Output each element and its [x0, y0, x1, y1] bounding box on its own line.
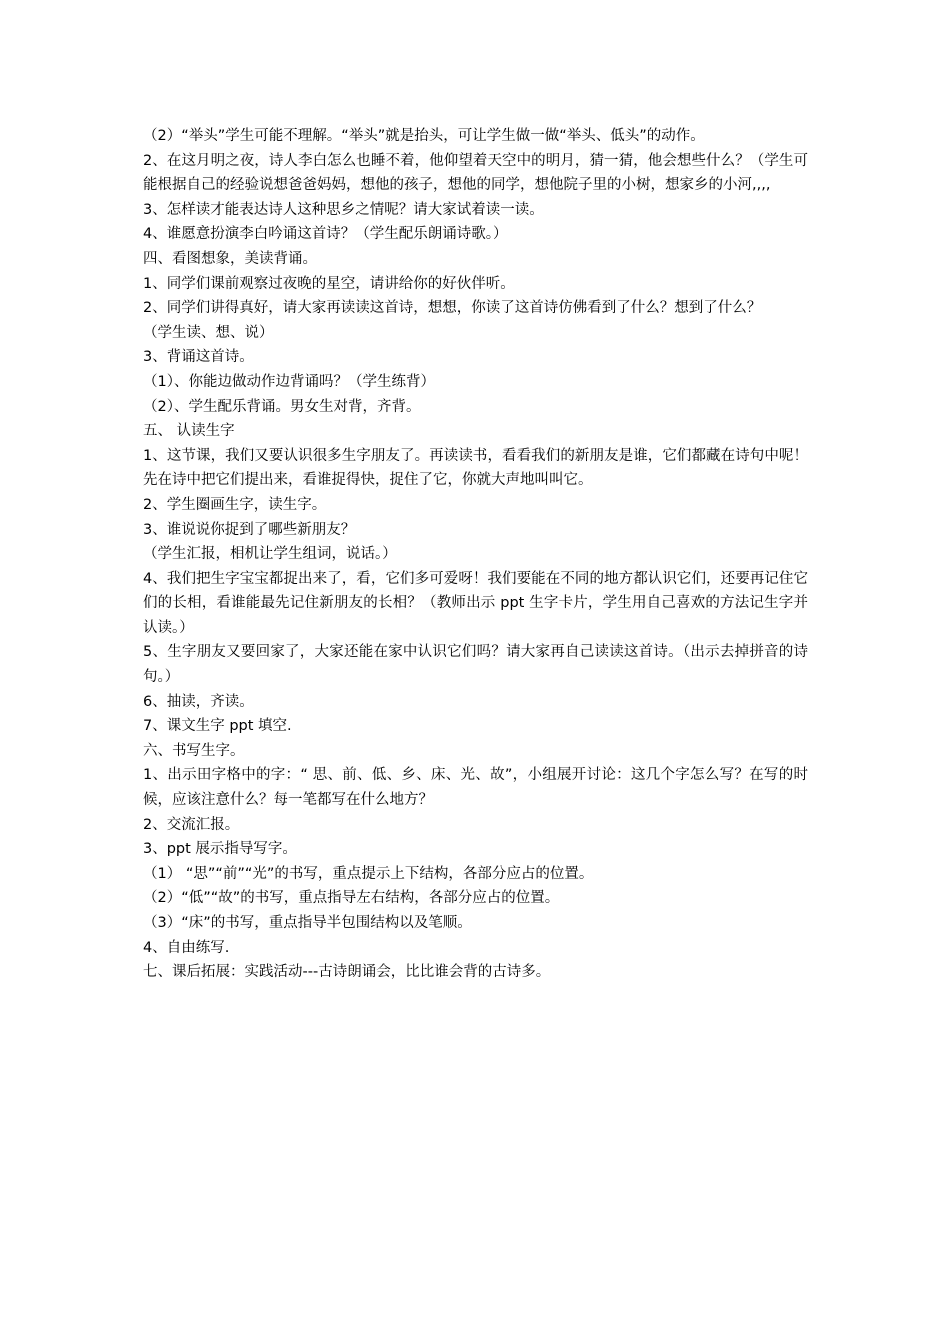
paragraph: 3、ppt 展示指导写字。	[143, 841, 297, 858]
paragraph: 1、这节课，我们又要认识很多生字朋友了。再读读书，看看我们的新朋友是谁，它们都藏在诗句中呢！先在诗中把它们提出来，看谁捉得快，捉住了它，你就大声地叫叫它。	[143, 447, 808, 489]
paragraph: 4、我们把生字宝宝都捉出来了，看，它们多可爱呀！我们要能在不同的地方都认识它们，还要再记住它们的长相，看谁能最先记住新朋友的长相？（教师出示 ppt 生字卡片，学生用自己喜欢的方法记生字并认读。）	[143, 570, 808, 636]
paragraph: 3、怎样读才能表达诗人这种思乡之情呢？请大家试着读一读。	[143, 201, 544, 218]
section-heading: 七、课后拓展：实践活动---古诗朗诵会，比比谁会背的古诗多。	[143, 964, 551, 981]
paragraph: 4、自由练写.	[143, 939, 230, 956]
paragraph: （2）“低”“故”的书写，重点指导左右结构，各部分应占的位置。	[143, 890, 560, 907]
paragraph: 6、抽读，齐读。	[143, 693, 254, 710]
paragraph: （2）、学生配乐背诵。男女生对背，齐背。	[143, 398, 421, 415]
paragraph: 3、谁说说你捉到了哪些新朋友？	[143, 521, 356, 538]
section-heading: 六、书写生字。	[143, 742, 245, 759]
paragraph: 1、同学们课前观察过夜晚的星空，请讲给你的好伙伴听。	[143, 275, 515, 292]
document-body	[143, 124, 808, 985]
paragraph: 3、背诵这首诗。	[143, 349, 254, 366]
paragraph: （1） “思”“前”“光”的书写，重点提示上下结构，各部分应占的位置。	[143, 865, 594, 882]
paragraph: 7、课文生字 ppt 填空.	[143, 718, 292, 735]
paragraph: （2）“举头”学生可能不理解。“举头”就是抬头，可让学生做一做“举头、低头”的动作。	[143, 128, 705, 144]
paragraph: （1）、你能边做动作边背诵吗？（学生练背）	[143, 373, 435, 390]
paragraph: 2、在这月明之夜，诗人李白怎么也睡不着，他仰望着天空中的明月，猜一猜，他会想些什么？（学生可能根据自己的经验说想爸爸妈妈，想他的孩子，想他的同学，想他院子里的小树，想家乡的小河,,,,	[143, 152, 808, 194]
paragraph: （学生读、想、说）	[143, 324, 274, 341]
paragraph: 5、生字朋友又要回家了，大家还能在家中认识它们吗？请大家再自己读读这首诗。（出示去掉拼音的诗句。）	[143, 644, 808, 686]
paragraph: 2、同学们讲得真好，请大家再读读这首诗，想想，你读了这首诗仿佛看到了什么？想到了什么？	[143, 300, 762, 317]
paragraph: （3）“床”的书写，重点指导半包围结构以及笔顺。	[143, 915, 472, 931]
section-heading: 五、 认读生字	[143, 423, 235, 440]
paragraph: 2、学生圈画生字，读生字。	[143, 496, 327, 513]
paragraph: （学生汇报，相机让学生组词，说话。）	[143, 546, 397, 563]
paragraph: 4、谁愿意扮演李白吟诵这首诗？（学生配乐朗诵诗歌。）	[143, 226, 508, 243]
paragraph: 1、出示田字格中的字：“ 思、前、低、乡、床、光、故”，小组展开讨论：这几个字怎么写？在写的时候，应该注意什么？每一笔都写在什么地方？	[143, 767, 808, 809]
paragraph: 2、交流汇报。	[143, 816, 240, 833]
section-heading: 四、看图想象，美读背诵。	[143, 250, 317, 267]
